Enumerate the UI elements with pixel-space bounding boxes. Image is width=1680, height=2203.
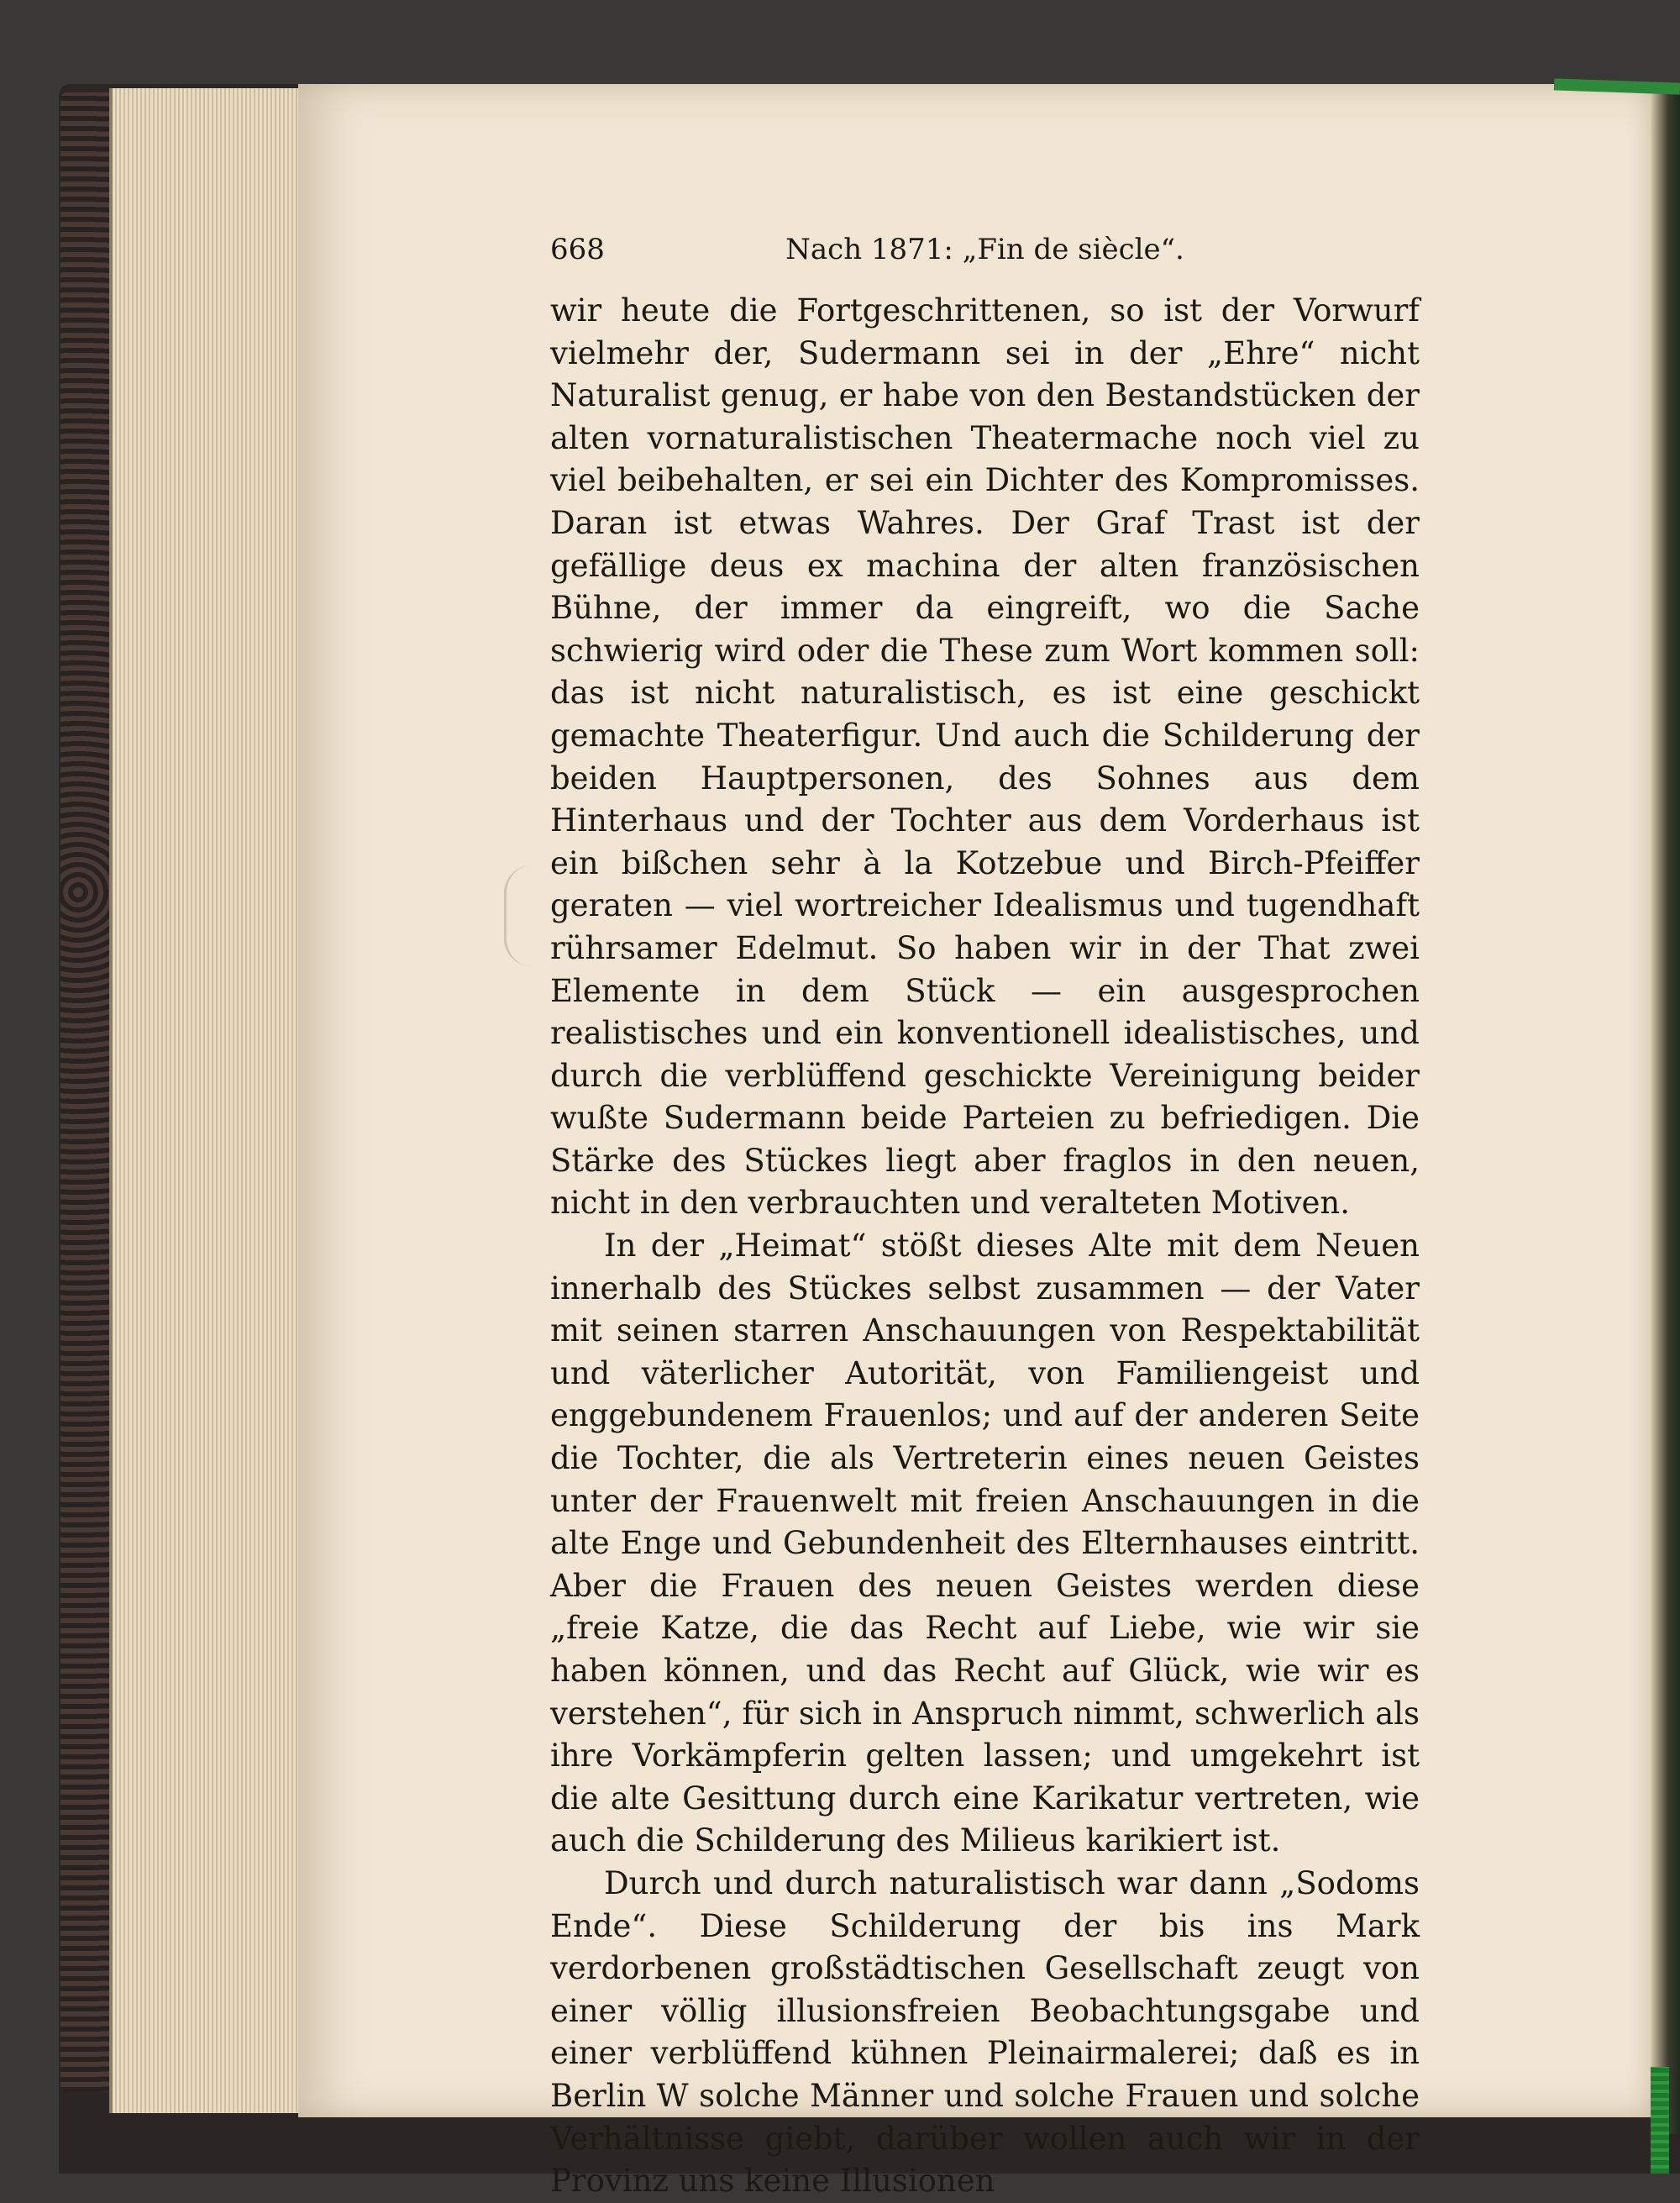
page-number: 668 [550,233,605,266]
bookmark-ribbon-bottom [1651,2067,1669,2174]
body-text [550,290,1420,2203]
margin-pencil-mark [504,865,532,966]
facing-page-edge [1651,84,1680,2134]
page-block-edges [109,88,306,2113]
running-title: Nach 1871: „Fin de siècle“. [785,233,1184,266]
paragraph-1: wir heute die Fortgeschrittenen, so ist der Vorwurf vielmehr der, Sudermann sei in der „Ehre“ nicht Naturalist genug, er habe von den Bestandstücken der alten vornaturalistischen Theatermache noch viel zu viel beibehalten, er sei ein Dichter des Kompromisses. Daran ist etwas Wahres. Der Graf Trast ist der gefällige deus ex machina der alten französischen Bühne, der immer da eingreift, wo die Sache schwierig wird oder die These zum Wort kommen soll: das ist nicht naturalistisch, es ist eine geschickt gemachte Theaterfigur. Und auch die Schilderung der beiden Hauptpersonen, des Sohnes aus dem Hinterhaus und der Tochter aus dem Vorderhaus ist ein bißchen sehr à la Kotzebue und Birch-Pfeiffer geraten — viel wortreicher Idealismus und tugendhaft rührsamer Edelmut. So haben wir in der That zwei Elemente in dem Stück — ein ausgesprochen realistisches und ein konventionell idealistisches, und durch die verblüffend geschickte Vereinigung beider wußte Sudermann beide Parteien zu befriedigen. Die Stärke des Stückes liegt aber fraglos in den neuen, nicht in den verbrauchten und veralteten Motiven. [550,292,1420,1222]
paragraph-3: Durch und durch naturalistisch war dann „Sodoms Ende“. Diese Schilderung der bis ins Mark verdorbenen großstädtischen Gesellschaft zeugt von einer völlig illusionsfreien Beobachtungsgabe und einer verblüffend kühnen Pleinairmalerei; daß es in Berlin W solche Männer und solche Frauen und solche Verhältnisse giebt, darüber wollen auch wir in der Provinz uns keine Illusionen [550,1864,1420,2200]
running-head [550,233,1420,275]
paragraph-2: In der „Heimat“ stößt dieses Alte mit dem Neuen innerhalb des Stückes selbst zusammen — der Vater mit seinen starren Anschauungen von Respektabilität und väterlicher Autorität, von Familiengeist und enggebundenem Frauenlos; und auf der anderen Seite die Tochter, die als Vertreterin eines neuen Geistes unter der Frauenwelt mit freien Anschauungen in die alte Enge und Gebundenheit des Elternhauses eintritt. Aber die Frauen des neuen Geistes werden diese „freie Katze, die das Recht auf Liebe, wie wir sie haben können, und das Recht auf Glück, wie wir es verstehen“, für sich in Anspruch nimmt, schwerlich als ihre Vorkämpferin gelten lassen; und umgekehrt ist die alte Gesittung durch eine Karikatur vertreten, wie auch die Schilderung des Milieus karikiert ist. [550,1228,1420,1859]
